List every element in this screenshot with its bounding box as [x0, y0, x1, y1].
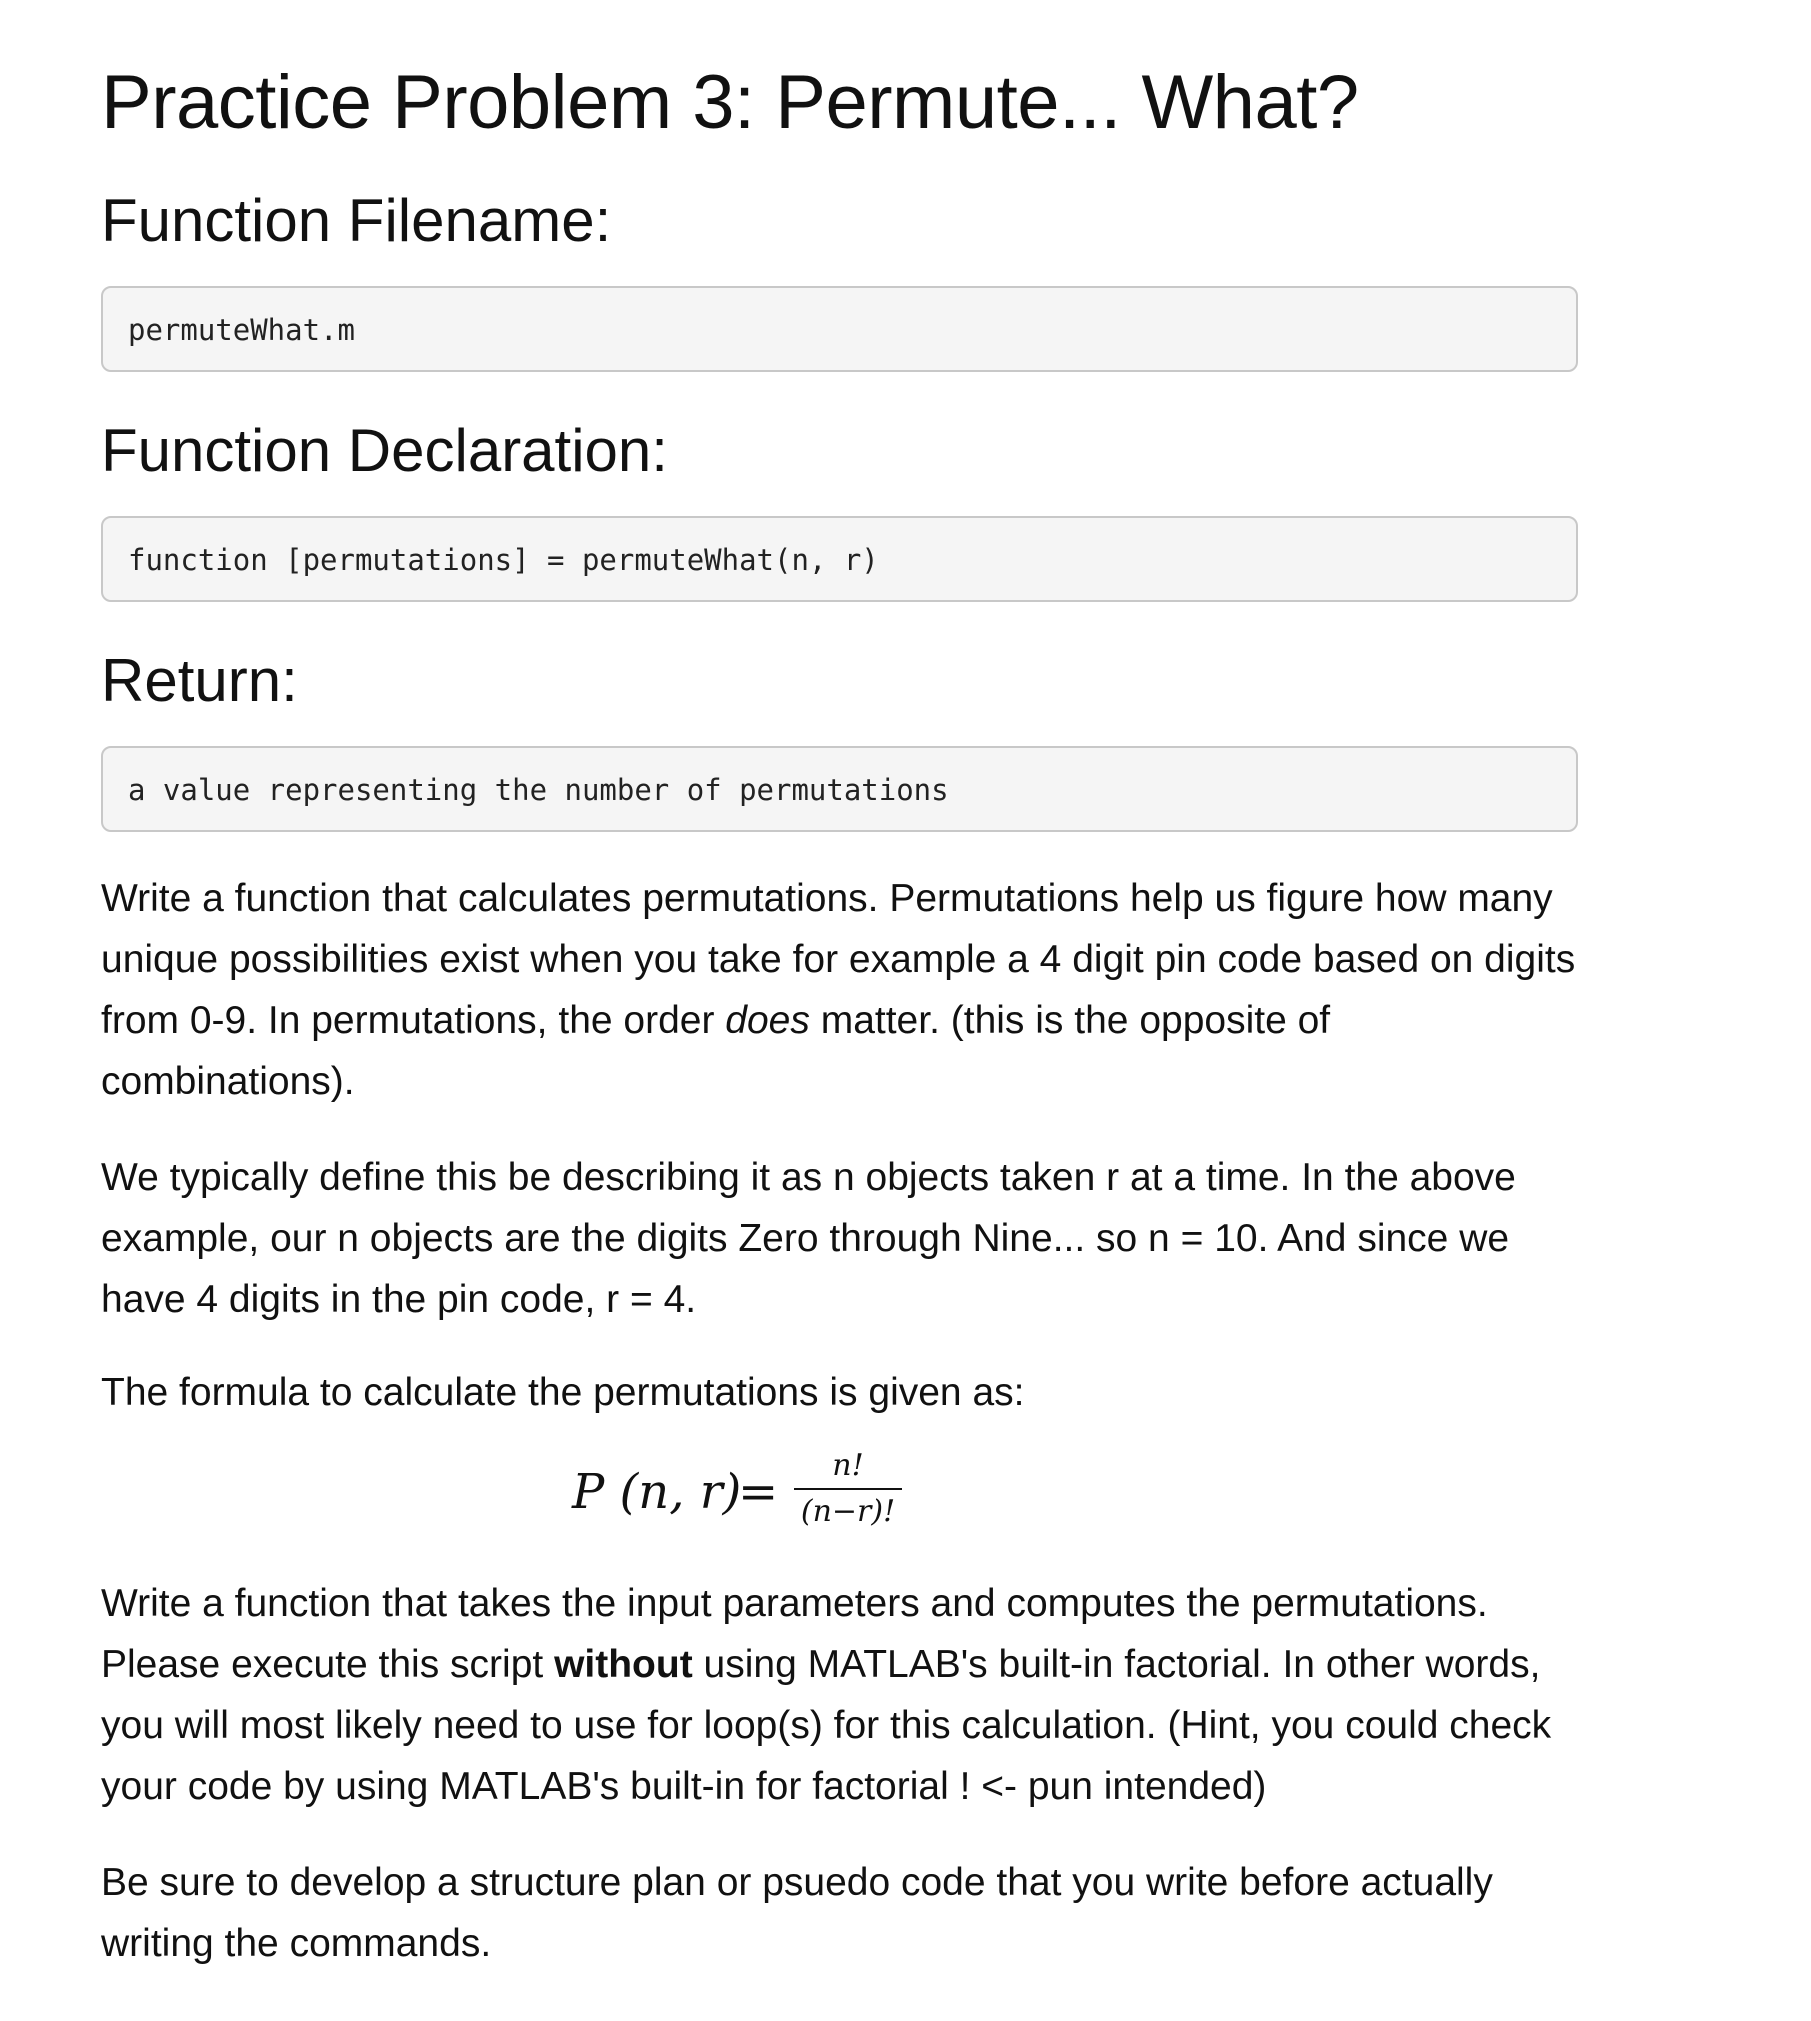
- page-title: Practice Problem 3: Permute... What?: [101, 60, 1359, 145]
- formula-denominator: (n−r)!: [800, 1494, 896, 1529]
- formula-lhs: P (n, r): [572, 1464, 742, 1520]
- formula-fraction: [794, 1446, 902, 1530]
- formula-equals: =: [738, 1464, 779, 1520]
- return-code: a value representing the number of permutations: [101, 746, 1578, 832]
- function-filename-code: permuteWhat.m: [101, 286, 1578, 372]
- intro-text-start: Write a function that calculates permutations. Permutations help us figure how many unique possibilities exist when you take for example a 4 digit pin code based on digits from 0-9. In permutations, the order: [101, 877, 1576, 1042]
- function-declaration-heading: Function Declaration:: [101, 417, 668, 484]
- instructions-text-end: using MATLAB's built-in factorial. In other words, you will most likely need to use for loop(s) for this calculation. (Hint, you could check your code by using MATLAB's built-in for factorial ! <- pun intended): [101, 1643, 1552, 1808]
- instructions-text-start: Write a function that takes the input parameters and computes the permutations. Please execute this script: [101, 1582, 1488, 1686]
- formula-numerator: n!: [832, 1448, 864, 1483]
- emphasis-does: does: [725, 999, 810, 1042]
- instructions-paragraph: [101, 1573, 1591, 1817]
- function-filename-heading: Function Filename:: [101, 187, 612, 254]
- intro-paragraph: [101, 868, 1591, 1112]
- bold-without: without: [554, 1643, 693, 1686]
- definition-paragraph: We typically define this be describing it as n objects taken r at a time. In the above example, our n objects are the digits Zero through Nine... so n = 10. And since we have 4 digits in the pin code, r = 4.: [101, 1156, 1516, 1321]
- return-heading: Return:: [101, 647, 298, 714]
- formula-intro-paragraph: The formula to calculate the permutations is given as:: [101, 1371, 1025, 1414]
- permutation-formula: [572, 1446, 1052, 1546]
- function-declaration-code: function [permutations] = permuteWhat(n, r): [101, 516, 1578, 602]
- structure-plan-paragraph: Be sure to develop a structure plan or psuedo code that you write before actually writing the commands.: [101, 1861, 1493, 1965]
- intro-text-end: matter. (this is the opposite of combinations).: [101, 999, 1331, 1103]
- fraction-bar: [794, 1488, 902, 1490]
